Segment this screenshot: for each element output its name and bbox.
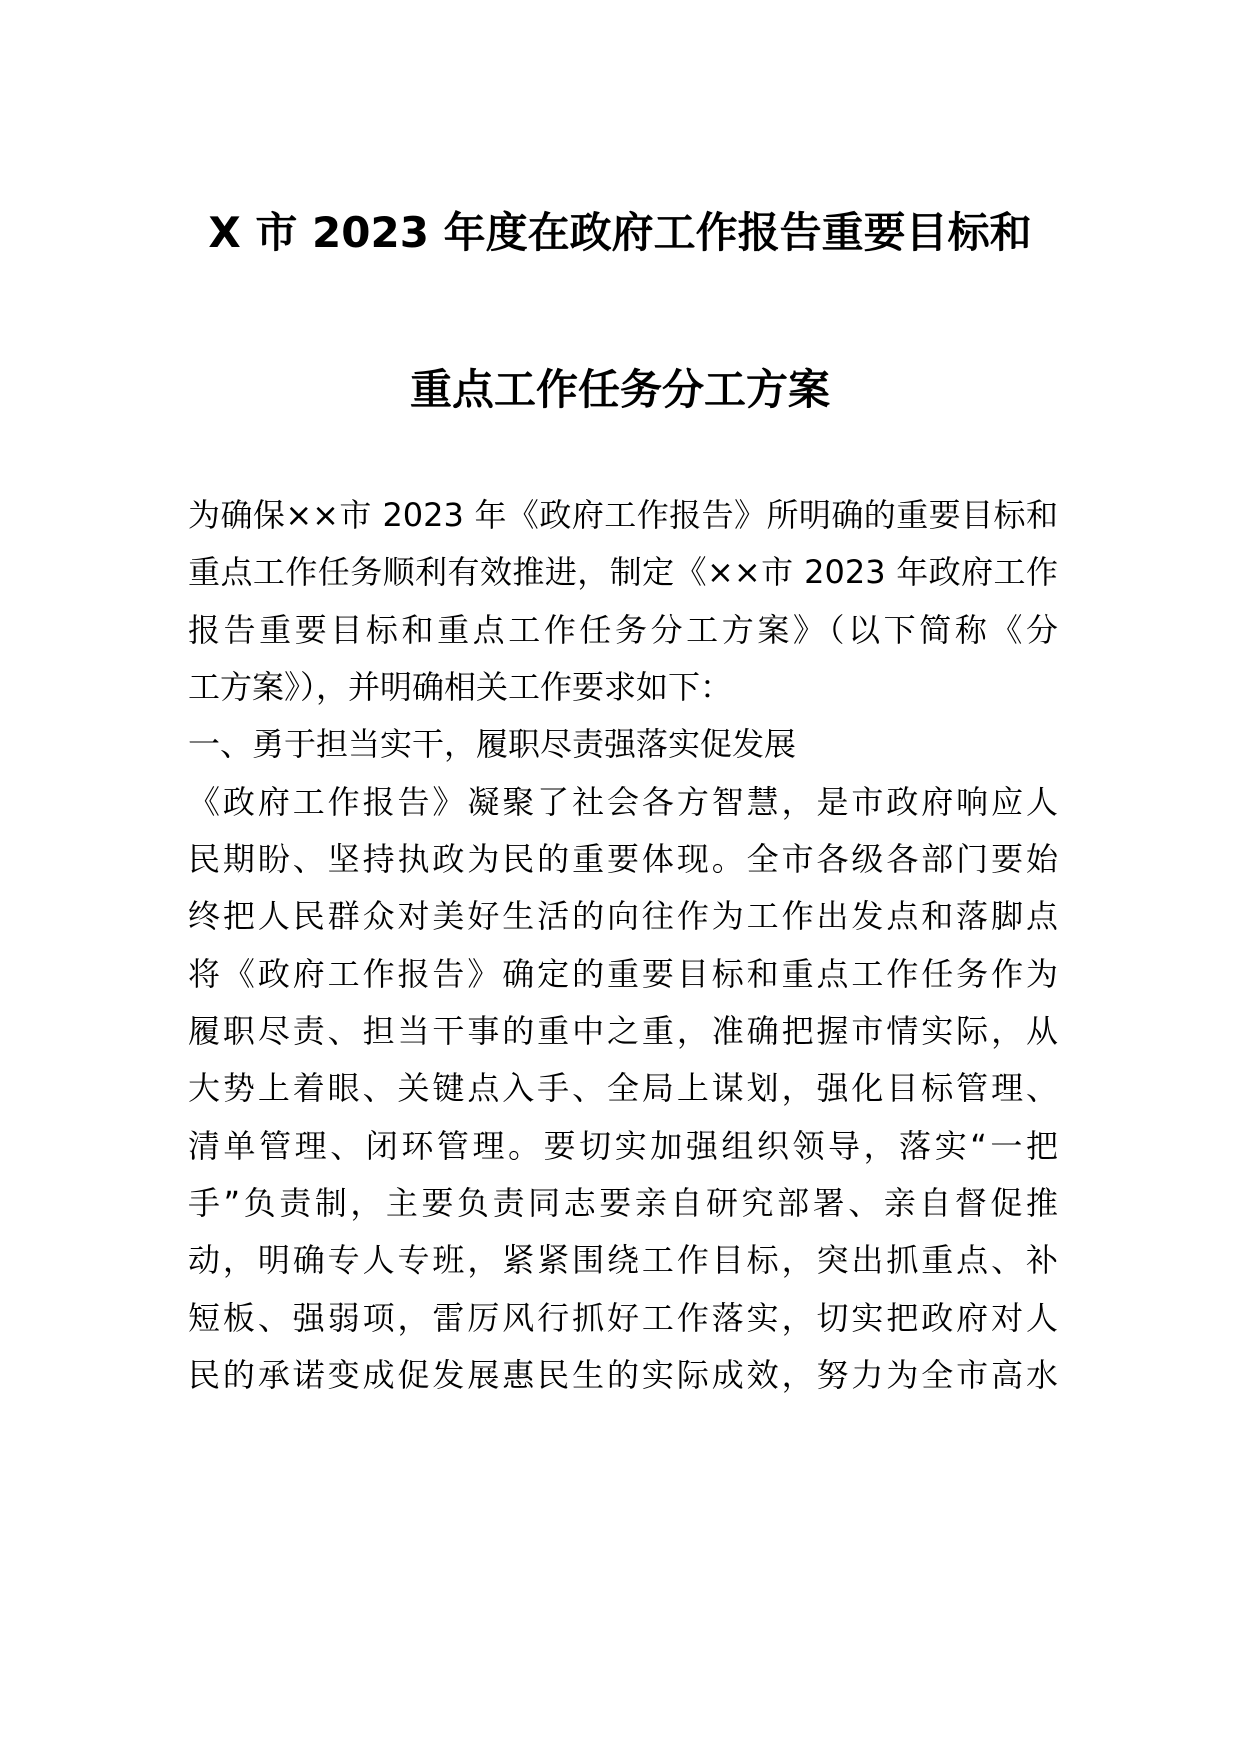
body-paragraph-line: 终把人民群众对美好生活的向往作为工作出发点和落脚点 xyxy=(188,897,1058,935)
body-paragraph-line: 履职尽责、担当干事的重中之重，准确把握市情实际，从 xyxy=(188,1012,1058,1050)
body-paragraph-line: 工方案》），并明确相关工作要求如下： xyxy=(188,668,733,706)
body-paragraph-line: 民期盼、坚持执政为民的重要体现。全市各级各部门要始 xyxy=(188,840,1058,878)
body-paragraph-line: 短板、强弱项，雷厉风行抓好工作落实，切实把政府对人 xyxy=(188,1299,1058,1337)
body-paragraph-line: 民的承诺变成促发展惠民生的实际成效，努力为全市高水 xyxy=(188,1356,1058,1394)
body-paragraph-line: 重点工作任务顺利有效推进，制定《××市 2023 年政府工作 xyxy=(188,553,1058,591)
body-paragraph-line: 大势上着眼、关键点入手、全局上谋划，强化目标管理、 xyxy=(188,1069,1058,1107)
body-paragraph-line: 《政府工作报告》凝聚了社会各方智慧，是市政府响应人 xyxy=(188,783,1058,821)
document-title-line-2: 重点工作任务分工方案 xyxy=(409,365,830,414)
body-paragraph-line: 动，明确专人专班，紧紧围绕工作目标，突出抓重点、补 xyxy=(188,1241,1058,1279)
body-paragraph-line: 为确保××市 2023 年《政府工作报告》所明确的重要目标和 xyxy=(188,496,1058,534)
body-paragraph-line: 报告重要目标和重点工作任务分工方案》（以下简称《分 xyxy=(188,611,1058,649)
body-paragraph-line: 将《政府工作报告》确定的重要目标和重点工作任务作为 xyxy=(188,955,1058,993)
body-paragraph-line: 手”负责制，主要负责同志要亲自研究部署、亲自督促推 xyxy=(188,1184,1058,1222)
document-title-line-1: X 市 2023 年度在政府工作报告重要目标和 xyxy=(208,208,1032,257)
body-paragraph-line: 清单管理、闭环管理。要切实加强组织领导，落实“一把 xyxy=(188,1127,1058,1165)
section-heading: 一、勇于担当实干，履职尽责强落实促发展 xyxy=(188,725,797,763)
